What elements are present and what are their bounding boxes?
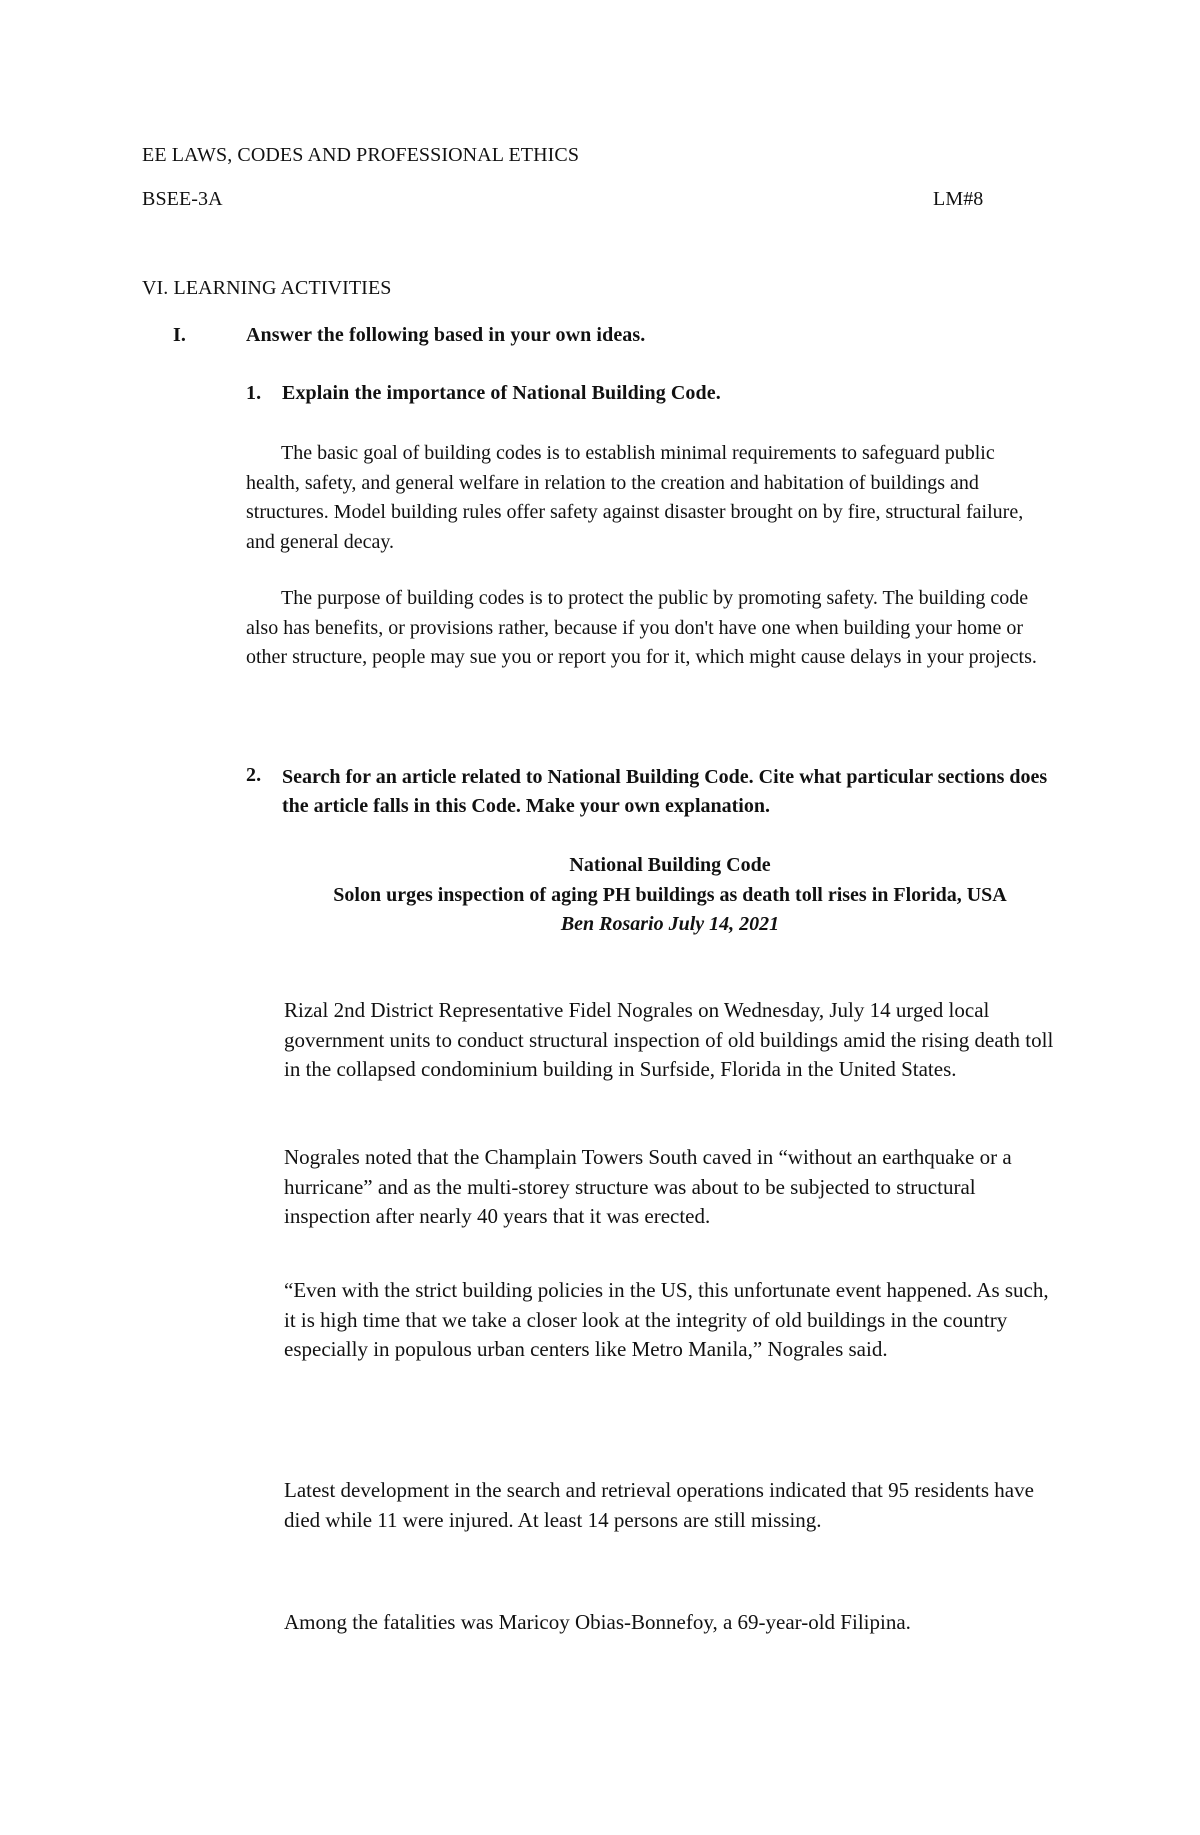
part-numeral: I. — [173, 324, 186, 346]
article-paragraph: Latest development in the search and retrieval operations indicated that 95 residents have died while 11 were injured. At least 14 persons are still missing. — [284, 1478, 1034, 1532]
section-heading: VI. LEARNING ACTIVITIES — [142, 277, 392, 299]
q1-answer-paragraph: The basic goal of building codes is to establish minimal requirements to safeguard public health, safety, and general welfare in relation to the creation and habitation of buildings and structures. Model building rules offer safety against disaster brought on by fire, structural failure, and general decay. — [246, 442, 1024, 553]
part-instruction: Answer the following based in your own ideas. — [246, 324, 646, 346]
article-paragraph: “Even with the strict building policies in the US, this unfortunate event happened. As such, it is high time that we take a closer look at the integrity of old buildings in the country especially in populous urban centers like Metro Manila,” Nograles said. — [284, 1278, 1049, 1361]
course-title: EE LAWS, CODES AND PROFESSIONAL ETHICS — [142, 144, 580, 166]
q1-answer-paragraph: The purpose of building codes is to protect the public by promoting safety. The building code also has benefits, or provisions rather, because if you don't have one when building your home or other structure, people may sue you or report you for it, which might cause delays in your projects. — [246, 587, 1037, 668]
q1-number: 1. — [246, 382, 262, 404]
article-paragraph: Rizal 2nd District Representative Fidel Nograles on Wednesday, July 14 urged local government units to conduct structural inspection of old buildings amid the rising death toll in the collapsed condominium building in Surfside, Florida in the United States. — [284, 998, 1054, 1081]
article-heading — [280, 851, 1060, 940]
q2-question: Search for an article related to National Building Code. Cite what particular sections does the article falls in this Code. Make your own explanation. — [282, 766, 1048, 817]
article-paragraph: Among the fatalities was Maricoy Obias-Bonnefoy, a 69-year-old Filipina. — [284, 1610, 911, 1634]
q1-question: Explain the importance of National Building Code. — [282, 382, 721, 404]
section-label: BSEE-3A — [142, 188, 223, 210]
q2-number: 2. — [246, 764, 262, 786]
article-topic: National Building Code — [569, 854, 771, 876]
article-headline: Solon urges inspection of aging PH buildings as death toll rises in Florida, USA — [333, 883, 1007, 906]
module-label: LM#8 — [933, 188, 984, 210]
article-paragraph: Nograles noted that the Champlain Towers South caved in “without an earthquake or a hurricane” and as the multi-storey structure was about to be subjected to structural inspection after nearly 40 years that it was erected. — [284, 1145, 1012, 1228]
article-byline: Ben Rosario July 14, 2021 — [560, 913, 780, 935]
